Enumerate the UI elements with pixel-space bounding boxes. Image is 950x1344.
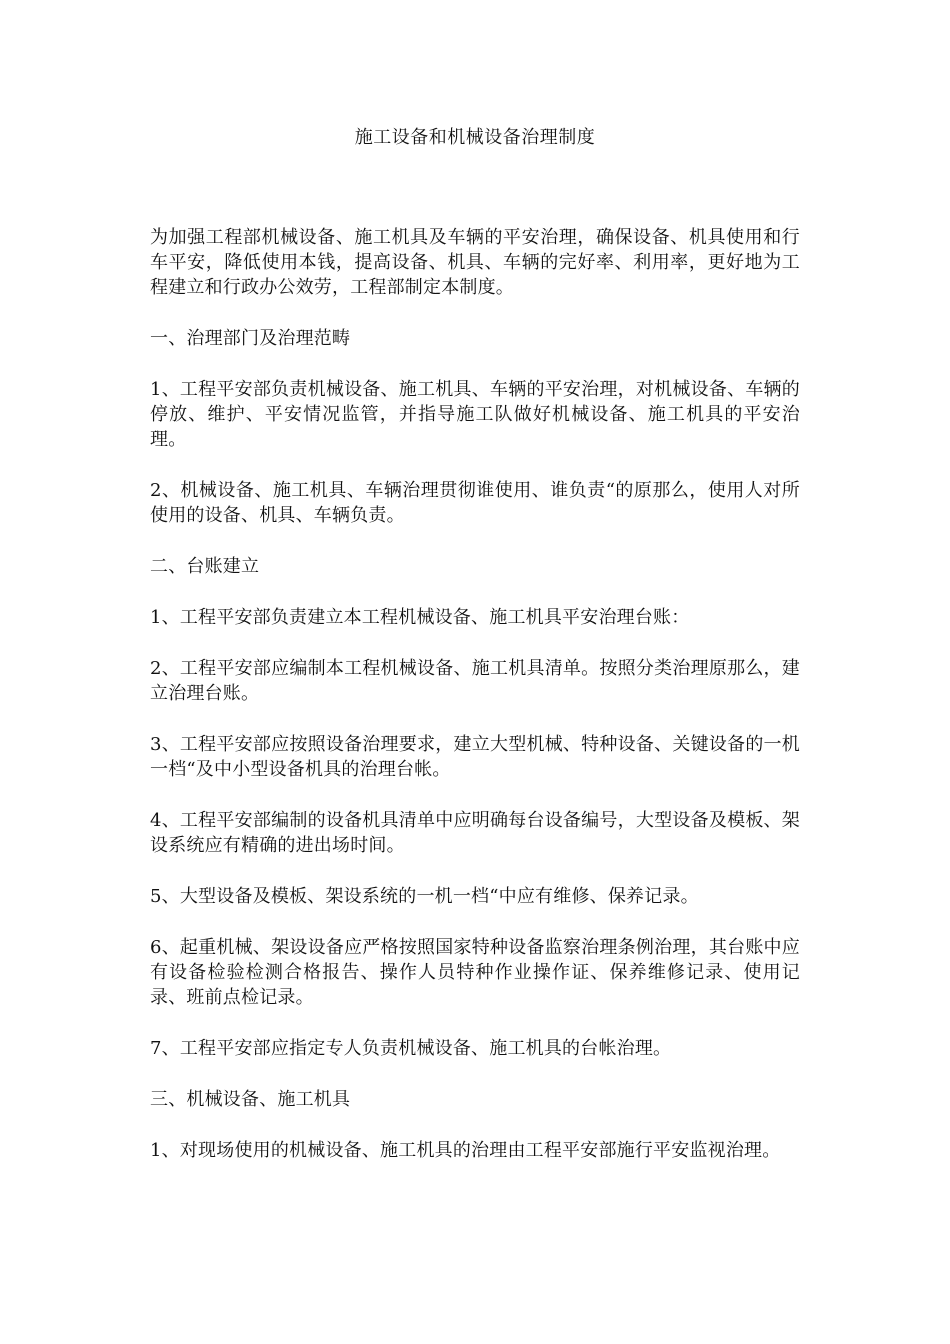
document-title: 施工设备和机械设备治理制度	[354, 127, 596, 148]
paragraph: 2、工程平安部应编制本工程机械设备、施工机具清单。按照分类治理原那么，建立治理台账。	[150, 658, 800, 704]
paragraph: 1、对现场使用的机械设备、施工机具的治理由工程平安部施行平安监视治理。	[150, 1140, 781, 1161]
paragraph: 4、工程平安部编制的设备机具清单中应明确每台设备编号，大型设备及模板、架设系统应有精确的进出场时间。	[150, 810, 800, 856]
paragraph: 7、工程平安部应指定专人负责机械设备、施工机具的台帐治理。	[150, 1038, 672, 1059]
paragraph: 5、大型设备及模板、架设系统的一机一档“中应有维修、保养记录。	[150, 886, 699, 907]
paragraph: 1、工程平安部负责建立本工程机械设备、施工机具平安治理台账：	[150, 607, 690, 628]
document-body	[150, 225, 800, 1189]
section-heading-1: 一、治理部门及治理范畴	[150, 328, 351, 349]
paragraph-intro: 为加强工程部机械设备、施工机具及车辆的平安治理，确保设备、机具使用和行车平安，降低使用本钱，提高设备、机具、车辆的完好率、利用率，更好地为工程建立和行政办公效劳，工程部制定本制度。	[150, 227, 800, 298]
paragraph: 3、工程平安部应按照设备治理要求，建立大型机械、特种设备、关键设备的一机一档“及中小型设备机具的治理台帐。	[150, 734, 800, 780]
paragraph: 6、起重机械、架设设备应严格按照国家特种设备监察治理条例治理，其台账中应有设备检验检测合格报告、操作人员特种作业操作证、保养维修记录、使用记录、班前点检记录。	[150, 937, 800, 1008]
section-heading-3: 三、机械设备、施工机具	[150, 1089, 351, 1110]
section-heading-2: 二、台账建立	[150, 556, 260, 577]
paragraph: 1、工程平安部负责机械设备、施工机具、车辆的平安治理，对机械设备、车辆的停放、维护、平安情况监管，并指导施工队做好机械设备、施工机具的平安治理。	[150, 379, 800, 450]
paragraph: 2、机械设备、施工机具、车辆治理贯彻谁使用、谁负责“的原那么，使用人对所使用的设备、机具、车辆负责。	[150, 480, 800, 526]
